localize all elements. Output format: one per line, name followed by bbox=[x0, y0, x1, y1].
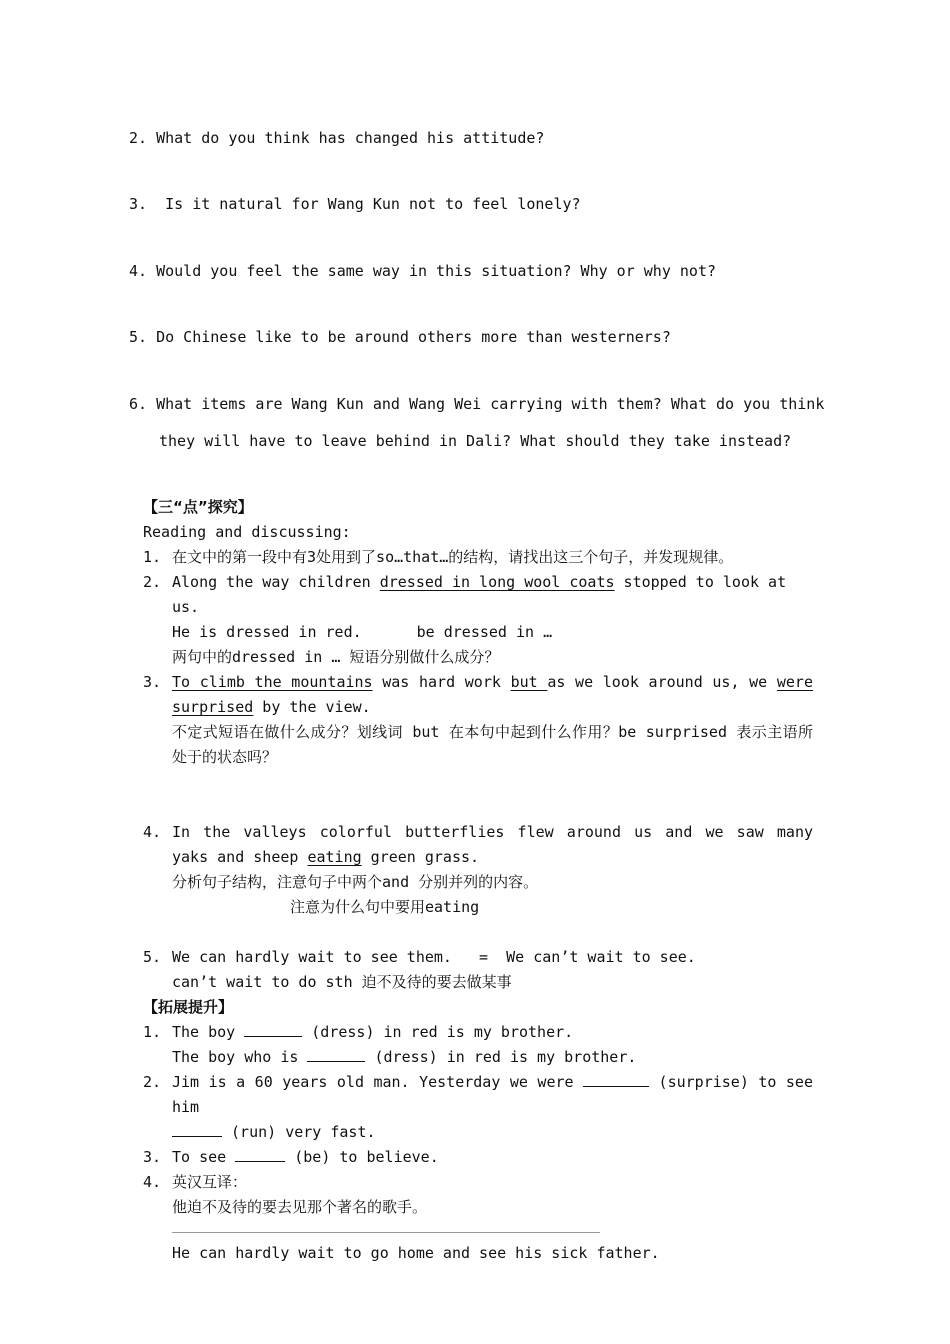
question-2 bbox=[129, 128, 544, 148]
underlined-word: but bbox=[510, 673, 548, 691]
question-6-continuation: they will have to leave behind in Dali? What should they take instead? bbox=[159, 432, 792, 450]
question-4 bbox=[129, 261, 716, 281]
item-text: The boy (dress) in red is my brother. bbox=[172, 1023, 574, 1041]
item-number: 2. bbox=[143, 573, 162, 591]
question-text: What do you think has changed his attitude? bbox=[147, 129, 545, 147]
blank-field[interactable] bbox=[583, 1072, 649, 1087]
item-number: 1. bbox=[143, 1023, 162, 1041]
item-number: 5. bbox=[143, 948, 162, 966]
exercise-item-2 bbox=[143, 1070, 813, 1120]
answer-line[interactable] bbox=[172, 1232, 600, 1233]
item-text: We can hardly wait to see them. = We can’t wait to see. bbox=[172, 948, 696, 966]
item-text: To climb the mountains was hard work but as we look around us, we were surprised by the view. bbox=[172, 673, 813, 716]
item-number: 3. bbox=[143, 673, 162, 691]
underlined-word: eating bbox=[307, 848, 362, 866]
exercise-item-1 bbox=[143, 1020, 813, 1045]
question-3 bbox=[129, 194, 581, 214]
item-question: 分析句子结构，注意句子中两个and 分别并列的内容。 bbox=[172, 873, 539, 891]
item-text: To see (be) to believe. bbox=[172, 1148, 439, 1166]
item-question: 两句中的dressed in … 短语分别做什么成分？ bbox=[172, 648, 500, 666]
item-text: 在文中的第一段中有3处用到了so…that…的结构，请找出这三个句子，并发现规律。 bbox=[172, 548, 734, 566]
item-number: 4. bbox=[143, 823, 162, 841]
question-text: Do Chinese like to be around others more than westerners? bbox=[156, 328, 671, 346]
translation-source: He can hardly wait to go home and see his sick father. bbox=[172, 1244, 660, 1262]
explore-item-5 bbox=[143, 945, 813, 970]
section-intro: Reading and discussing: bbox=[143, 523, 351, 541]
exercise-item-4 bbox=[143, 1170, 813, 1195]
question-number: 4. bbox=[129, 262, 148, 280]
exercise-item-3 bbox=[143, 1145, 813, 1170]
explore-item-2 bbox=[143, 570, 813, 620]
item-text: Along the way children dressed in long wool coats stopped to look at us. bbox=[172, 573, 787, 616]
section-heading: 【拓展提升】 bbox=[143, 998, 234, 1016]
item-number: 2. bbox=[143, 1073, 162, 1091]
translation-source: 他迫不及待的要去见那个著名的歌手。 bbox=[172, 1198, 428, 1216]
question-6 bbox=[129, 394, 824, 414]
question-number: 5. bbox=[129, 328, 148, 346]
underlined-phrase: were surprised bbox=[172, 673, 813, 716]
item-question: 不定式短语在做什么成分？划线词 but 在本句中起到什么作用？be surprised 表示主语所处于的状态吗？ bbox=[172, 723, 813, 766]
item-text: Jim is a 60 years old man. Yesterday we were (surprise) to see him bbox=[172, 1073, 813, 1116]
blank-field[interactable] bbox=[172, 1122, 222, 1137]
blank-field[interactable] bbox=[235, 1147, 285, 1162]
question-text: Would you feel the same way in this situation? Why or why not? bbox=[156, 262, 717, 280]
question-text: Is it natural for Wang Kun not to feel lonely? bbox=[147, 195, 581, 213]
item-text: 英汉互译： bbox=[172, 1173, 248, 1191]
item-number: 3. bbox=[143, 1148, 162, 1166]
item-note: 注意为什么句中要用eating bbox=[290, 898, 480, 916]
explore-item-1 bbox=[143, 545, 813, 570]
section-heading: 【三“点”探究】 bbox=[143, 498, 253, 516]
blank-field[interactable] bbox=[244, 1022, 302, 1037]
item-note: can’t wait to do sth 迫不及待的要去做某事 bbox=[172, 973, 512, 991]
exercise-line: The boy who is (dress) in red is my brother. bbox=[172, 1048, 637, 1066]
question-5 bbox=[129, 327, 671, 347]
question-number: 2. bbox=[129, 129, 148, 147]
item-text: In the valleys colorful butterflies flew around us and we saw many yaks and sheep eating green grass. bbox=[172, 823, 813, 866]
question-text: What items are Wang Kun and Wang Wei carrying with them? What do you think bbox=[156, 395, 825, 413]
question-number: 6. bbox=[129, 395, 148, 413]
underlined-phrase: dressed in long wool coats bbox=[379, 573, 615, 591]
underlined-phrase: To climb the mountains bbox=[172, 673, 373, 691]
explore-item-3 bbox=[143, 670, 813, 720]
explore-item-4 bbox=[143, 820, 813, 870]
blank-field[interactable] bbox=[307, 1047, 365, 1062]
example-line: He is dressed in red. be dressed in … bbox=[172, 623, 553, 641]
question-number: 3. bbox=[129, 195, 148, 213]
item-number: 1. bbox=[143, 548, 162, 566]
exercise-line: (run) very fast. bbox=[143, 1120, 813, 1145]
item-number: 4. bbox=[143, 1173, 162, 1191]
section-explore bbox=[143, 495, 813, 1266]
